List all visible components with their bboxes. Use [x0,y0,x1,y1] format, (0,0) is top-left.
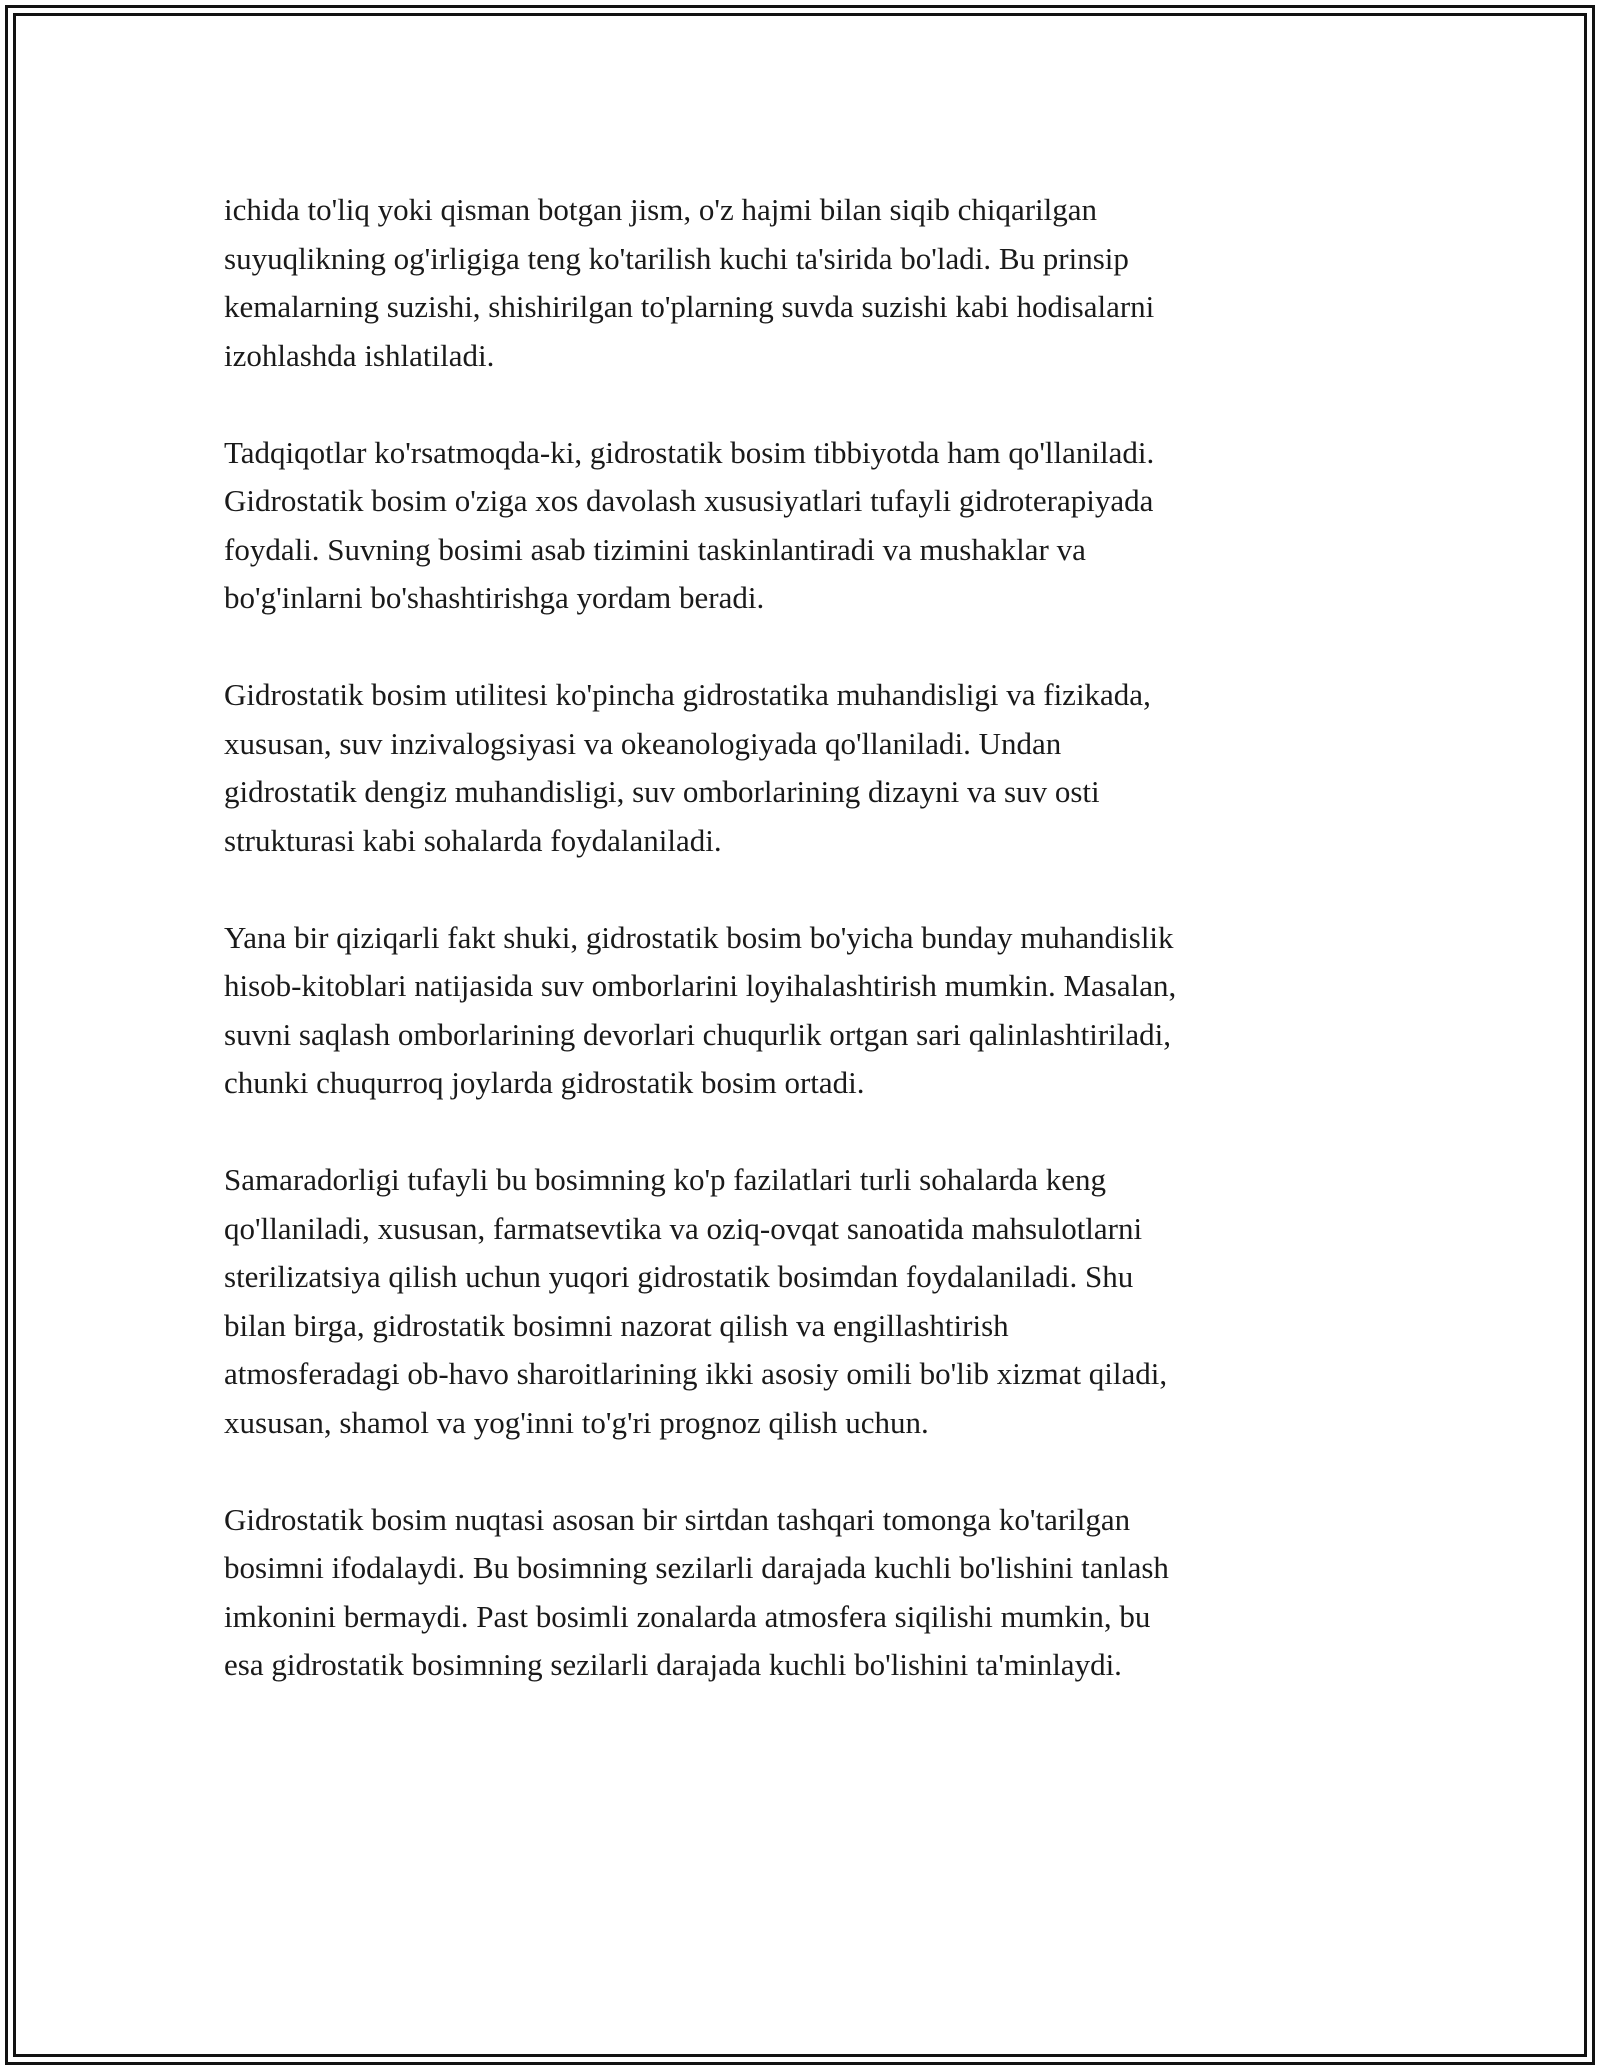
text-line: suyuqlikning og'irligiga teng ko'tarilish kuchi ta'sirida bo'ladi. Bu prinsip [224,240,1129,276]
text-line: foydali. Suvning bosimi asab tizimini taskinlantiradi va mushaklar va [224,531,1086,567]
paragraph-2 [224,429,1384,623]
text-line: atmosferadagi ob-havo sharoitlarining ikki asosiy omili bo'lib xizmat qiladi, [224,1356,1168,1391]
text-line: qo'llaniladi, xususan, farmatsevtika va oziq-ovqat sanoatida mahsulotlarni [224,1210,1143,1246]
paragraph-3 [224,671,1384,865]
paragraph-5 [224,1156,1384,1447]
text-line: chunki chuqurroq joylarda gidrostatik bosim ortadi. [224,1065,865,1100]
text-line: kemalarning suzishi, shishirilgan to'plarning suvda suzishi kabi hodisalarni [224,289,1155,324]
text-line: sterilizatsiya qilish uchun yuqori gidrostatik bosimdan foydalaniladi. Shu [224,1259,1134,1294]
document-body [224,186,1384,1738]
text-line: Gidrostatik bosim o'ziga xos davolash xususiyatlari tufayli gidroterapiyada [224,483,1154,518]
paragraph-6 [224,1496,1384,1690]
text-line: gidrostatik dengiz muhandisligi, suv omborlarining dizayni va suv osti [224,774,1100,809]
text-line: izohlashda ishlatiladi. [224,337,495,373]
text-line: suvni saqlash omborlarining devorlari chuqurlik ortgan sari qalinlashtiriladi, [224,1016,1172,1052]
text-line: Gidrostatik bosim nuqtasi asosan bir sirtdan tashqari tomonga ko'tarilgan [224,1501,1131,1537]
text-line: strukturasi kabi sohalarda foydalaniladi. [224,822,722,858]
text-line: Gidrostatik bosim utilitesi ko'pincha gidrostatika muhandisligi va fizikada, [224,677,1151,712]
text-line: bilan birga, gidrostatik bosimni nazorat qilish va engillashtirish [224,1307,1009,1343]
paragraph-4 [224,914,1384,1108]
text-line: ichida to'liq yoki qisman botgan jism, o'z hajmi bilan siqib chiqarilgan [224,192,1098,227]
text-line: xususan, shamol va yog'inni to'g'ri prognoz qilish uchun. [224,1404,929,1440]
text-line: bo'g'inlarni bo'shashtirishga yordam beradi. [224,580,765,615]
text-line: xususan, suv inzivalogsiyasi va okeanologiyada qo'llaniladi. Undan [224,725,1062,761]
text-line: bosimni ifodalaydi. Bu bosimning sezilarli darajada kuchli bo'lishini tanlash [224,1550,1169,1585]
paragraph-1 [224,186,1384,380]
text-line: Samaradorligi tufayli bu bosimning ko'p fazilatlari turli sohalarda keng [224,1162,1106,1197]
text-line: hisob-kitoblari natijasida suv omborlarini loyihalashtirish mumkin. Masalan, [224,968,1177,1003]
text-line: Tadqiqotlar ko'rsatmoqda-ki, gidrostatik bosim tibbiyotda ham qo'llaniladi. [224,434,1155,470]
text-line: esa gidrostatik bosimning sezilarli darajada kuchli bo'lishini ta'minlaydi. [224,1647,1122,1682]
text-line: Yana bir qiziqarli fakt shuki, gidrostatik bosim bo'yicha bunday muhandislik [224,919,1174,955]
text-line: imkonini bermaydi. Past bosimli zonalarda atmosfera siqilishi mumkin, bu [224,1598,1151,1634]
